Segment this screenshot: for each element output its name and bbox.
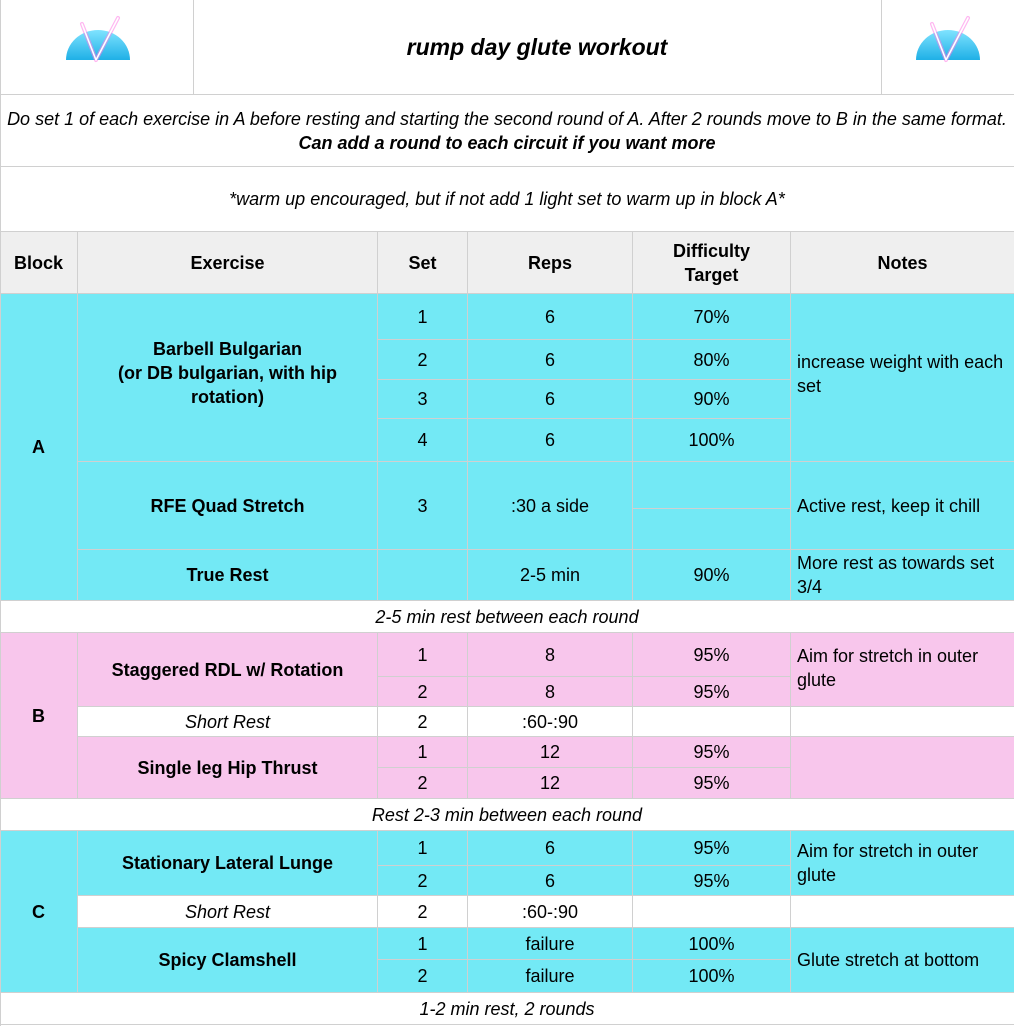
exercise-rfe-quad-stretch: RFE Quad Stretch — [78, 462, 377, 549]
reps-cell: failure — [468, 928, 632, 959]
target-cell-empty — [633, 509, 790, 549]
target-cell: 100% — [633, 928, 790, 959]
note-cell: increase weight with each set — [791, 294, 1014, 461]
set-cell: 1 — [378, 633, 467, 676]
reps-cell: 6 — [468, 380, 632, 418]
note-cell-empty — [791, 737, 1014, 798]
reps-cell: :30 a side — [468, 462, 632, 549]
target-cell: 95% — [633, 768, 790, 798]
exercise-staggered-rdl: Staggered RDL w/ Rotation — [78, 633, 377, 706]
set-cell: 1 — [378, 294, 467, 339]
note-cell: Aim for stretch in outer glute — [791, 633, 1014, 706]
col-header-set: Set — [378, 232, 467, 293]
set-cell: 2 — [417, 711, 428, 732]
target-cell — [633, 462, 790, 508]
exercise-stationary-lateral-lunge: Stationary Lateral Lunge — [78, 831, 377, 895]
short-rest-b: Short Rest — [184, 711, 271, 732]
reps-cell: 2-5 min — [468, 550, 632, 600]
target-cell: 90% — [633, 380, 790, 418]
reps-cell: :60-:90 — [521, 901, 579, 922]
block-label-b: B — [0, 633, 77, 798]
note-cell: More rest as towards set 3/4 — [791, 550, 1014, 600]
exercise-spicy-clamshell: Spicy Clamshell — [78, 928, 377, 992]
exercise-single-leg-hip-thrust: Single leg Hip Thrust — [78, 737, 377, 798]
rest-between-rounds-b: Rest 2-3 min between each round — [371, 804, 643, 825]
target-cell: 90% — [633, 550, 790, 600]
reps-cell: 8 — [468, 677, 632, 706]
set-cell: 1 — [378, 737, 467, 767]
target-cell: 95% — [633, 737, 790, 767]
set-cell: 2 — [378, 340, 467, 379]
rest-between-rounds-c: 1-2 min rest, 2 rounds — [419, 998, 595, 1019]
note-cell: Glute stretch at bottom — [791, 928, 1014, 992]
reps-cell: 12 — [468, 768, 632, 798]
set-cell: 3 — [378, 380, 467, 418]
col-header-block: Block — [0, 232, 77, 293]
target-cell: 100% — [633, 419, 790, 461]
warmup-note: *warm up encouraged, but if not add 1 light set to warm up in block A* — [229, 189, 785, 209]
reps-cell: 6 — [468, 294, 632, 339]
reps-cell: 12 — [468, 737, 632, 767]
set-cell: 3 — [378, 462, 467, 549]
reps-cell: 6 — [468, 866, 632, 895]
col-header-notes: Notes — [791, 232, 1014, 293]
col-header-difficulty: Difficulty Target — [633, 232, 790, 293]
v-logo-right — [908, 10, 988, 70]
set-cell — [378, 550, 467, 600]
target-cell: 95% — [633, 831, 790, 865]
exercise-true-rest: True Rest — [78, 550, 377, 600]
reps-cell: 6 — [468, 419, 632, 461]
instructions-bold: Can add a round to each circuit if you want more — [298, 132, 716, 153]
reps-cell: failure — [468, 960, 632, 992]
target-cell: 80% — [633, 340, 790, 379]
target-cell: 95% — [633, 633, 790, 676]
set-cell: 2 — [417, 901, 428, 922]
reps-cell: 6 — [468, 340, 632, 379]
col-header-reps: Reps — [468, 232, 632, 293]
short-rest-c: Short Rest — [184, 901, 271, 922]
block-label-a: A — [0, 294, 77, 600]
set-cell: 2 — [378, 960, 467, 992]
col-header-exercise: Exercise — [78, 232, 377, 293]
note-cell: Active rest, keep it chill — [791, 462, 1014, 549]
set-cell: 1 — [378, 928, 467, 959]
exercise-barbell-bulgarian: Barbell Bulgarian (or DB bulgarian, with hip rotation) — [78, 294, 377, 461]
block-label-c: C — [0, 831, 77, 992]
set-cell: 4 — [378, 419, 467, 461]
set-cell: 2 — [378, 768, 467, 798]
instructions-normal: Do set 1 of each exercise in A before resting and starting the second round of A. After 2 rounds move to B in the same format. — [7, 108, 1007, 129]
note-cell: Aim for stretch in outer glute — [791, 831, 1014, 895]
target-cell: 100% — [633, 960, 790, 992]
page-title: rump day glute workout — [406, 34, 668, 60]
set-cell: 1 — [378, 831, 467, 865]
v-logo-left — [58, 10, 138, 70]
target-cell: 95% — [633, 866, 790, 895]
set-cell: 2 — [378, 866, 467, 895]
target-cell: 95% — [633, 677, 790, 706]
target-cell: 70% — [633, 294, 790, 339]
reps-cell: 8 — [468, 633, 632, 676]
rest-between-rounds-a: 2-5 min rest between each round — [375, 606, 639, 627]
reps-cell: :60-:90 — [521, 711, 579, 732]
reps-cell: 6 — [468, 831, 632, 865]
instructions-text — [0, 95, 1014, 166]
set-cell: 2 — [378, 677, 467, 706]
